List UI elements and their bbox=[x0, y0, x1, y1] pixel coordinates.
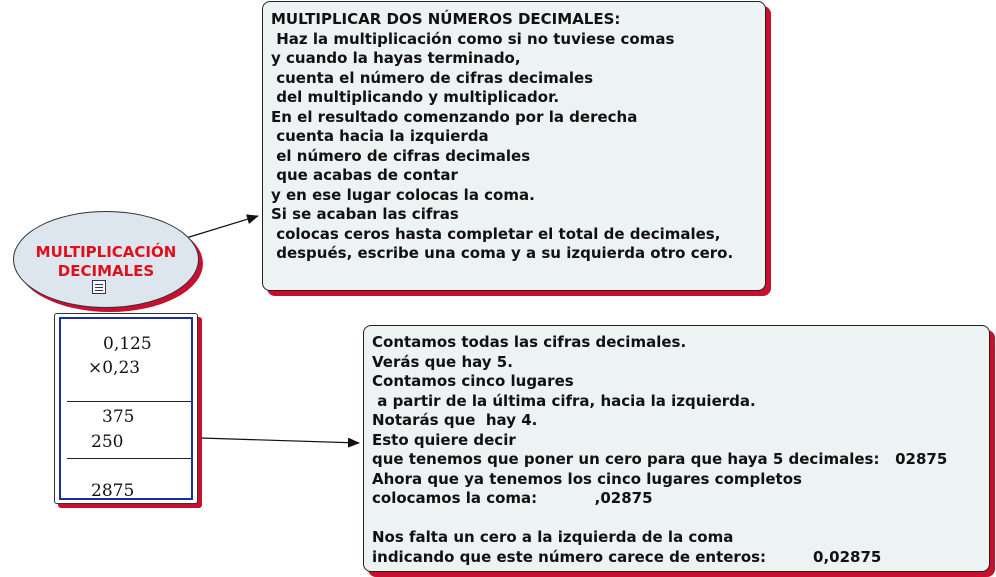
explanation-line: a partir de la última cifra, hacia la izquierda. bbox=[372, 391, 756, 410]
link-calc-to-explanation bbox=[200, 438, 359, 443]
explanation-line: Verás que hay 5. bbox=[372, 352, 513, 371]
concept-title-line2: DECIMALES bbox=[57, 262, 155, 280]
instructions-line: colocas ceros hasta completar el total de decimales, bbox=[271, 224, 721, 243]
instructions-line: del multiplicando y multiplicador. bbox=[271, 88, 560, 106]
concept-node[interactable] bbox=[13, 211, 199, 308]
document-icon[interactable] bbox=[92, 280, 106, 294]
product-rule bbox=[67, 401, 191, 402]
multiplicand: 0,125 bbox=[103, 334, 152, 354]
partial-product-1: 375 bbox=[102, 407, 135, 427]
explanation-line: Contamos cinco lugares bbox=[372, 372, 574, 390]
explanation-line bbox=[372, 509, 989, 529]
link-node-to-instructions bbox=[186, 216, 258, 238]
instructions-line: el número de cifras decimales bbox=[271, 146, 531, 165]
calculation-box bbox=[54, 313, 198, 504]
explanation-line: Contamos todas las cifras decimales. bbox=[372, 333, 687, 351]
calculation-frame bbox=[59, 317, 193, 500]
instructions-line: y cuando la hayas terminado, bbox=[271, 49, 521, 67]
instructions-line: cuenta el número de cifras decimales bbox=[271, 68, 594, 87]
explanation-line: que tenemos que poner un cero para que haya 5 decimales: 02875 bbox=[372, 450, 948, 468]
explanation-line: Ahora que ya tenemos los cinco lugares completos bbox=[372, 469, 802, 488]
result: 2875 bbox=[91, 481, 135, 501]
concept-node-title bbox=[14, 243, 198, 281]
multiplier: ×0,23 bbox=[88, 358, 141, 378]
explanation-line: indicando que este número carece de enteros: 0,02875 bbox=[372, 547, 882, 566]
instructions-line: En el resultado comenzando por la derecha bbox=[271, 107, 638, 126]
explanation-line: Esto quiere decir bbox=[372, 430, 516, 449]
explanation-line: colocamos la coma: ,02875 bbox=[372, 489, 653, 507]
instructions-line: y en ese lugar colocas la coma. bbox=[271, 185, 535, 204]
instructions-line: después, escribe una coma y a su izquierda otro cero. bbox=[271, 244, 734, 262]
instructions-line: MULTIPLICAR DOS NÚMEROS DECIMALES: bbox=[271, 10, 621, 28]
explanation-box bbox=[363, 325, 990, 572]
sum-rule bbox=[67, 458, 191, 459]
instructions-line: Haz la multiplicación como si no tuviese comas bbox=[271, 29, 675, 48]
instructions-line: cuenta hacia la izquierda bbox=[271, 127, 489, 145]
partial-product-2: 250 bbox=[91, 432, 124, 452]
instructions-box bbox=[262, 1, 766, 291]
instructions-line: Si se acaban las cifras bbox=[271, 205, 459, 223]
explanation-line: Nos falta un cero a la izquierda de la coma bbox=[372, 528, 734, 546]
instructions-line: que acabas de contar bbox=[271, 166, 458, 184]
explanation-line: Notarás que hay 4. bbox=[372, 411, 538, 429]
concept-title-line1: MULTIPLICACIÓN bbox=[35, 243, 177, 261]
